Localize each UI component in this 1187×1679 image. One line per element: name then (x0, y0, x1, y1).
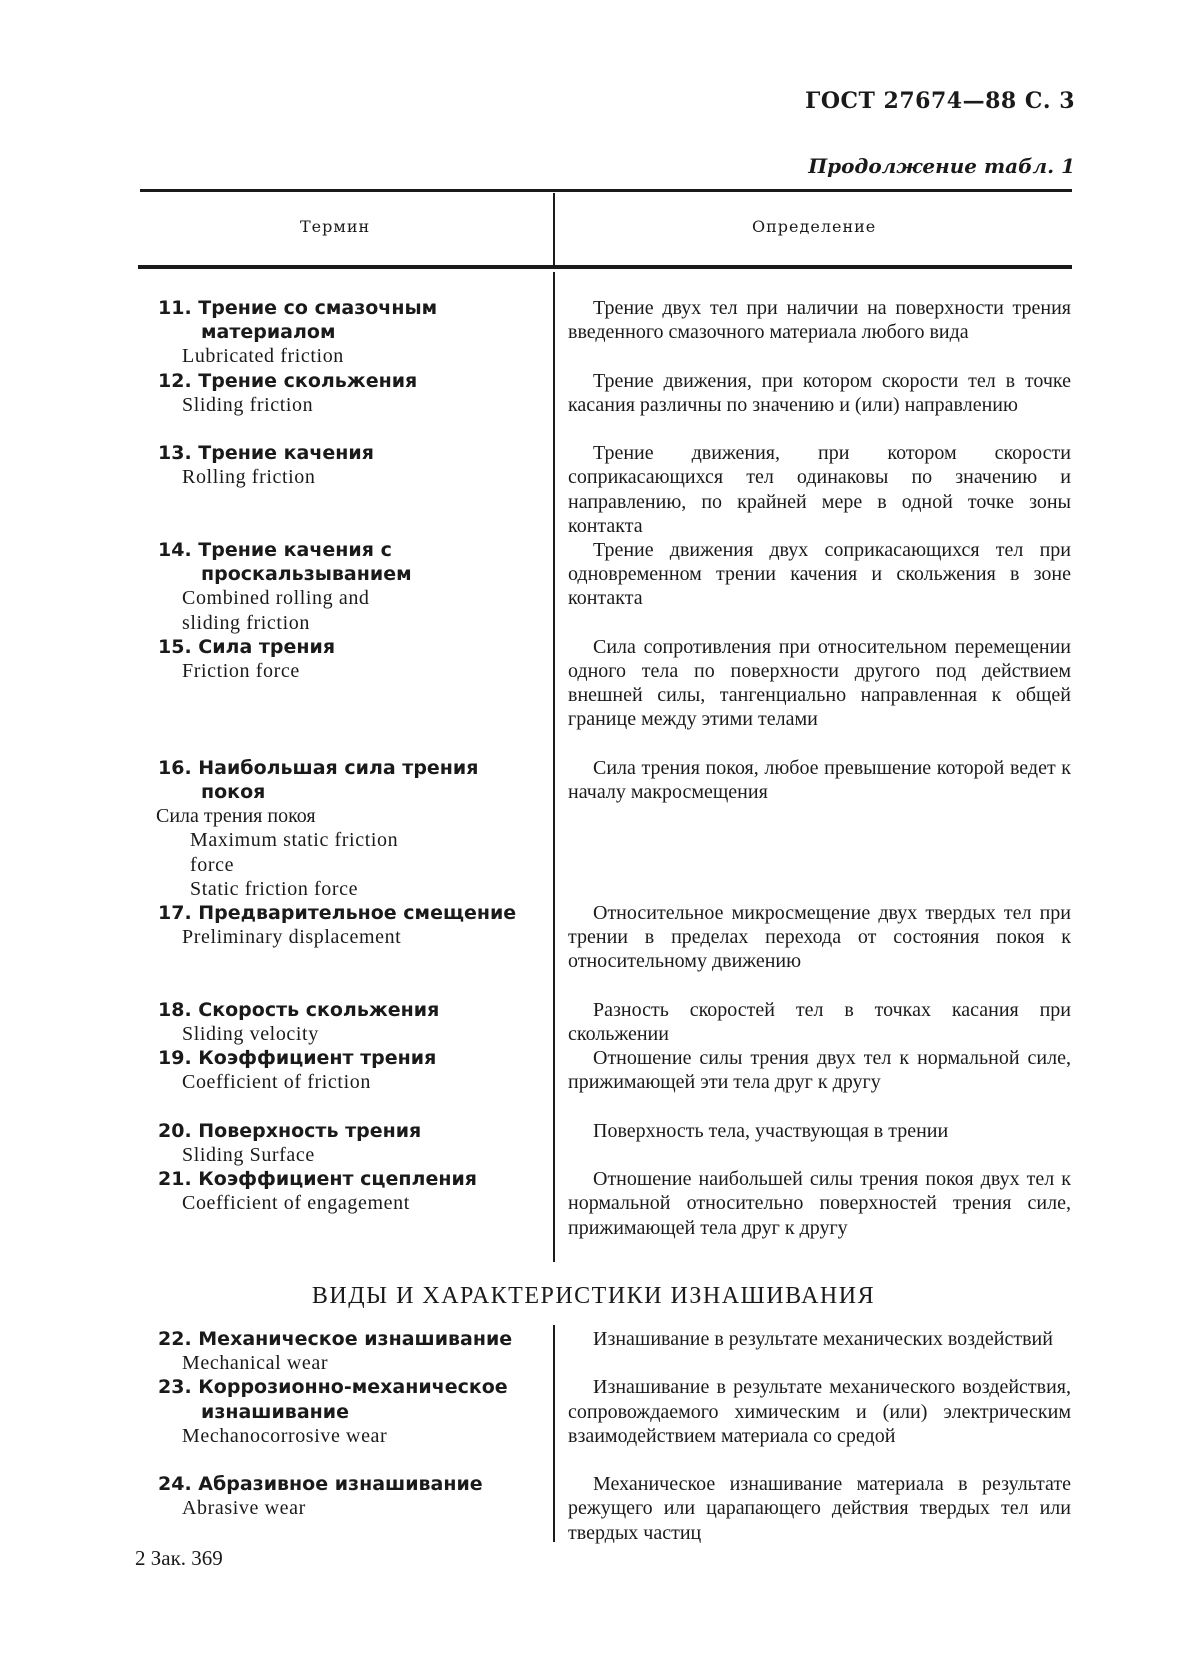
term-ru: 17. Предварительное смещение (158, 901, 517, 924)
term-en: Maximum static friction (190, 829, 399, 852)
term-ru-continued: изнашивание (201, 1400, 349, 1423)
term-en: Sliding Surface (182, 1143, 315, 1166)
term-ru: 19. Коэффициент трения (158, 1047, 437, 1070)
table-top-rule (140, 189, 1072, 192)
table-row (0, 1119, 1187, 1167)
term-ru: 18. Скорость скольжения (158, 998, 440, 1021)
term-cell (158, 441, 553, 489)
term-en: Preliminary displacement (182, 926, 402, 949)
table-header-rule (138, 265, 1072, 269)
column-header-definition: Определение (752, 217, 877, 236)
term-synonym: Сила трения покоя (156, 805, 316, 828)
table-row (0, 441, 1187, 538)
term-ru: 12. Трение скольжения (158, 369, 418, 392)
term-ru: 15. Сила трения (158, 635, 336, 658)
term-en: Friction force (182, 659, 300, 682)
term-en: Mechanical wear (182, 1352, 329, 1375)
term-cell (158, 369, 553, 417)
table-row (0, 1375, 1187, 1472)
term-en: Coefficient of engagement (182, 1192, 410, 1215)
definition-cell: Механическое изнашивание материала в результате режущего или царапающего действия твердых тел или твердых частиц (568, 1473, 1071, 1544)
page-footer: 2 Зак. 369 (135, 1546, 223, 1570)
definition-cell: Трение движения двух соприкасающихся тел при одновременном трении качения и скольжения в зоне контакта (568, 538, 1071, 610)
definition-cell: Трение двух тел при наличии на поверхности трения введенного смазочного материала любого вида (568, 297, 1071, 344)
term-cell (158, 901, 553, 949)
table-row (0, 296, 1187, 369)
term-cell (158, 1046, 553, 1094)
definition-cell: Трение движения, при котором скорости тел в точке касания различны по значению и (или) направлению (568, 369, 1071, 416)
table-row (0, 1167, 1187, 1264)
document-header: ГОСТ 27674—88 С. 3 (805, 88, 1075, 114)
term-ru: 22. Механическое изнашивание (158, 1328, 513, 1350)
term-table-body (0, 296, 1187, 1264)
term-en: Coefficient of friction (182, 1071, 371, 1094)
table-continuation-label: Продолжение табл. 1 (808, 154, 1075, 178)
term-en: Lubricated friction (182, 345, 344, 368)
term-cell (158, 1472, 553, 1520)
term-cell (158, 756, 553, 901)
column-header-term: Термин (300, 217, 371, 236)
table-row (0, 538, 1187, 635)
term-ru: 11. Трение со смазочным (158, 297, 438, 319)
table-row (0, 998, 1187, 1046)
term-ru-continued: материалом (201, 321, 336, 344)
term-ru: 24. Абразивное изнашивание (158, 1473, 483, 1496)
section-title: ВИДЫ И ХАРАКТЕРИСТИКИ ИЗНАШИВАНИЯ (311, 1283, 876, 1309)
definition-cell: Трение движения, при котором скорости соприкасающихся тел одинаковы по значению и направлению, по крайней мере в одной точке зоны контакта (568, 442, 1071, 537)
header-column-divider (553, 193, 555, 265)
term-cell (158, 538, 553, 635)
term-cell (158, 1167, 553, 1215)
table-row (0, 901, 1187, 998)
definition-cell: Разность скоростей тел в точках касания при скольжении (568, 998, 1071, 1045)
term-en: sliding friction (182, 611, 310, 634)
definition-cell: Отношение наибольшей силы трения покоя двух тел к нормальной относительно поверхностей трения силе, прижимающей тела друг к другу (568, 1168, 1071, 1239)
term-en: Rolling friction (182, 466, 316, 489)
table-row (0, 756, 1187, 901)
term-en: Sliding velocity (182, 1022, 319, 1045)
term-cell (158, 1327, 553, 1375)
table-row (0, 1327, 1187, 1375)
term-cell (158, 1375, 553, 1448)
term-ru: 23. Коррозионно-механическое (158, 1376, 508, 1399)
wear-table-body (0, 1327, 1187, 1545)
term-en: Combined rolling and (182, 587, 370, 610)
table-row (0, 635, 1187, 756)
term-en: force (190, 853, 235, 876)
term-cell (158, 296, 553, 369)
term-ru: 20. Поверхность трения (158, 1119, 422, 1142)
term-ru: 13. Трение качения (158, 442, 374, 465)
definition-cell: Изнашивание в результате механических воздействий (593, 1328, 1053, 1350)
term-ru-continued: проскальзыванием (201, 563, 412, 586)
term-en: Abrasive wear (182, 1497, 306, 1520)
definition-cell: Поверхность тела, участвующая в трении (593, 1119, 949, 1142)
term-ru: 16. Наибольшая сила трения (158, 756, 479, 779)
term-cell (158, 998, 553, 1046)
term-ru-continued: покоя (201, 780, 266, 803)
definition-cell: Изнашивание в результате механического воздействия, сопровождаемого химическим и (или) электрическим взаимодействием материала со средой (568, 1376, 1071, 1447)
term-en: Static friction force (190, 877, 359, 900)
term-ru: 21. Коэффициент сцепления (158, 1168, 477, 1191)
term-en: Mechanocorrosive wear (182, 1424, 388, 1447)
definition-cell: Отношение силы трения двух тел к нормальной силе, прижимающей эти тела друг к другу (568, 1047, 1071, 1094)
definition-cell: Относительное микросмещение двух твердых тел при трении в пределах перехода от состояния покоя к относительному движению (568, 901, 1071, 973)
table-row (0, 1046, 1187, 1119)
table-row (0, 369, 1187, 442)
term-en: Sliding friction (182, 393, 314, 416)
term-ru: 14. Трение качения с (158, 538, 392, 561)
definition-cell: Сила трения покоя, любое превышение которой ведет к началу макросмещения (568, 756, 1071, 803)
definition-cell: Сила сопротивления при относительном перемещении одного тела по поверхности другого под действием внешней силы, тангенциально направленная к общей границе между этими телами (568, 635, 1071, 731)
term-cell (158, 1119, 553, 1167)
table-row (0, 1472, 1187, 1545)
term-cell (158, 635, 553, 683)
